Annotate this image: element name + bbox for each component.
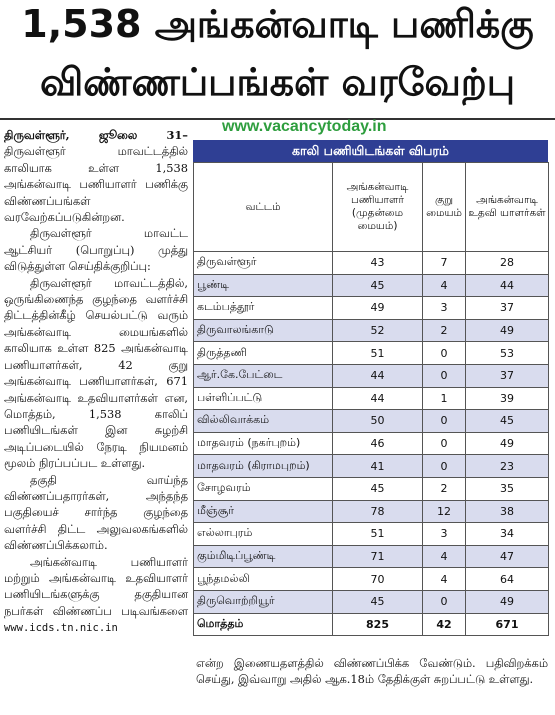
block-name-cell: திருவொற்றியூர்	[194, 590, 333, 613]
block-name-cell: திருத்தணி	[194, 342, 333, 365]
vacancy-table-panel	[193, 140, 548, 636]
block-name-cell: கும்மிடிப்பூண்டி	[194, 545, 333, 568]
table-row	[194, 523, 549, 546]
helper-cell: 38	[466, 500, 549, 523]
helper-cell: 49	[466, 319, 549, 342]
helper-cell: 44	[466, 274, 549, 297]
article-paragraph: தகுதி வாய்ந்த விண்ணப்பதாரர்கள், அந்தந்த பகுதியைச் சார்ந்த குழந்தை வளர்ச்சி திட்ட அலுவலகங்களில் விண்ணப்பிக்கலாம்.	[4, 472, 188, 553]
block-name-cell: பூந்தமல்லி	[194, 568, 333, 591]
dateline: திருவள்ளூர், ஜூலை 31–	[4, 128, 188, 142]
block-name-cell: எல்லாபுரம்	[194, 523, 333, 546]
helper-cell: 47	[466, 545, 549, 568]
table-total-row	[194, 613, 549, 636]
main-centre-cell: 51	[333, 523, 423, 546]
column-header-helpers: அங்கன்வாடி உதவி யாளர்கள்	[466, 163, 549, 252]
mini-centre-cell: 42	[423, 613, 466, 636]
table-row	[194, 568, 549, 591]
article-paragraph: திருவள்ளூர் மாவட்ட ஆட்சியர் (பொறுப்பு) முத்து விடுத்துள்ள செய்திக்குறிப்பு:	[4, 226, 188, 274]
mini-centre-cell: 0	[423, 410, 466, 433]
main-centre-cell: 52	[333, 319, 423, 342]
main-centre-cell: 43	[333, 252, 423, 275]
mini-centre-cell: 3	[423, 297, 466, 320]
table-row	[194, 297, 549, 320]
table-title: காலி பணியிடங்கள் விபரம்	[193, 140, 548, 162]
mini-centre-cell: 2	[423, 477, 466, 500]
block-name-cell: மொத்தம்	[194, 613, 333, 636]
paragraph-text: அங்கன்வாடி பணியாளர் மற்றும் அங்கன்வாடி உதவியாளர் பணியிடங்களுக்கு தகுதியான நபர்கள் விண்ணப்ப படிவங்களை	[4, 554, 188, 618]
mini-centre-cell: 7	[423, 252, 466, 275]
mini-centre-cell: 12	[423, 500, 466, 523]
table-row	[194, 319, 549, 342]
main-centre-cell: 71	[333, 545, 423, 568]
table-row	[194, 342, 549, 365]
helper-cell: 49	[466, 432, 549, 455]
mini-centre-cell: 4	[423, 274, 466, 297]
table-row	[194, 410, 549, 433]
mini-centre-cell: 0	[423, 364, 466, 387]
block-name-cell: ஆர்.கே.பேட்டை	[194, 364, 333, 387]
mini-centre-cell: 4	[423, 568, 466, 591]
helper-cell: 34	[466, 523, 549, 546]
block-name-cell: வில்லிவாக்கம்	[194, 410, 333, 433]
block-name-cell: கடம்பத்தூர்	[194, 297, 333, 320]
main-centre-cell: 44	[333, 364, 423, 387]
main-centre-cell: 825	[333, 613, 423, 636]
main-centre-cell: 51	[333, 342, 423, 365]
table-body	[194, 252, 549, 636]
article-paragraph: திருவள்ளூர் மாவட்டத்தில், ஒருங்கிணைந்த குழந்தை வளர்ச்சி திட்டத்தின்கீழ் செயல்பட்டு வரும் அங்கன்வாடி மையங்களில் காலியாக உள்ள 825 அங்கன்வாடி பணியாளர்கள், 42 குறு அங்கன்வாடி பணியாளர்கள், 671 அங்கன்வாடி உதவியாளர்கள் என, மொத்தம், 1,538 காலிப் பணியிடங்கள் இன சுழற்சி அடிப்படையில் நேரடி நியமனம் மூலம் நிரப்பப்பட உள்ளது.	[4, 275, 188, 471]
table-row	[194, 252, 549, 275]
block-name-cell: பூண்டி	[194, 274, 333, 297]
main-centre-cell: 50	[333, 410, 423, 433]
main-centre-cell: 49	[333, 297, 423, 320]
block-name-cell: திருவள்ளூர்	[194, 252, 333, 275]
article-body	[4, 127, 188, 637]
helper-cell: 37	[466, 297, 549, 320]
mini-centre-cell: 0	[423, 432, 466, 455]
main-centre-cell: 45	[333, 477, 423, 500]
mini-centre-cell: 4	[423, 545, 466, 568]
helper-cell: 39	[466, 387, 549, 410]
main-centre-cell: 45	[333, 590, 423, 613]
helper-cell: 35	[466, 477, 549, 500]
icds-url-link[interactable]: www.icds.tn.nic.in	[4, 622, 118, 635]
table-row	[194, 500, 549, 523]
mini-centre-cell: 3	[423, 523, 466, 546]
helper-cell: 64	[466, 568, 549, 591]
main-centre-cell: 41	[333, 455, 423, 478]
table-row	[194, 432, 549, 455]
table-row	[194, 387, 549, 410]
column-header-block: வட்டம்	[194, 163, 333, 252]
headline-line-1: 1,538 அங்கன்வாடி பணிக்கு	[21, 2, 534, 46]
block-name-cell: மாதவரம் (நகர்புறம்)	[194, 432, 333, 455]
main-centre-cell: 46	[333, 432, 423, 455]
mini-centre-cell: 0	[423, 590, 466, 613]
helper-cell: 23	[466, 455, 549, 478]
column-header-mini-centre: குறு மையம்	[423, 163, 466, 252]
block-name-cell: சோழவரம்	[194, 477, 333, 500]
block-name-cell: பள்ளிப்பட்டு	[194, 387, 333, 410]
table-row	[194, 477, 549, 500]
mini-centre-cell: 0	[423, 455, 466, 478]
vacancy-table	[193, 162, 549, 636]
mini-centre-cell: 1	[423, 387, 466, 410]
helper-cell: 37	[466, 364, 549, 387]
website-link[interactable]: www.vacancytoday.in	[222, 118, 387, 135]
table-row	[194, 364, 549, 387]
mini-centre-cell: 2	[423, 319, 466, 342]
block-name-cell: மீஞ்சூர்	[194, 500, 333, 523]
helper-cell: 53	[466, 342, 549, 365]
main-centre-cell: 45	[333, 274, 423, 297]
main-centre-cell: 44	[333, 387, 423, 410]
paragraph-text: திருவள்ளூர் மாவட்டத்தில் காலியாக உள்ள 1,538 அங்கன்வாடி பணியாளர் பணிக்கு விண்ணப்பங்கள் வரவேற்கப்படுகின்றன.	[4, 144, 188, 225]
headline-line-2: விண்ணப்பங்கள் வரவேற்பு	[39, 60, 516, 104]
article-paragraph	[4, 554, 188, 637]
main-centre-cell: 70	[333, 568, 423, 591]
main-centre-cell: 78	[333, 500, 423, 523]
block-name-cell: திருவாலங்காடு	[194, 319, 333, 342]
helper-cell: 45	[466, 410, 549, 433]
column-header-main-centre: அங்கன்வாடி பணியாளர் (முதன்மை மையம்)	[333, 163, 423, 252]
table-row	[194, 274, 549, 297]
article-paragraph	[4, 127, 188, 225]
helper-cell: 671	[466, 613, 549, 636]
helper-cell: 28	[466, 252, 549, 275]
mini-centre-cell: 0	[423, 342, 466, 365]
block-name-cell: மாதவரம் (கிராமபுறம்)	[194, 455, 333, 478]
table-row	[194, 545, 549, 568]
table-row	[194, 455, 549, 478]
table-header-row	[194, 163, 549, 252]
table-row	[194, 590, 549, 613]
article-footer-text: என்ற இணையதளத்தில் விண்ணப்பிக்க வேண்டும். பதிவிறக்கம் செய்து, இவ்வாறு அதில் ஆக.18ம் தேதிக்குள் சுறப்பட்டு உள்ளது.	[196, 656, 548, 686]
helper-cell: 49	[466, 590, 549, 613]
